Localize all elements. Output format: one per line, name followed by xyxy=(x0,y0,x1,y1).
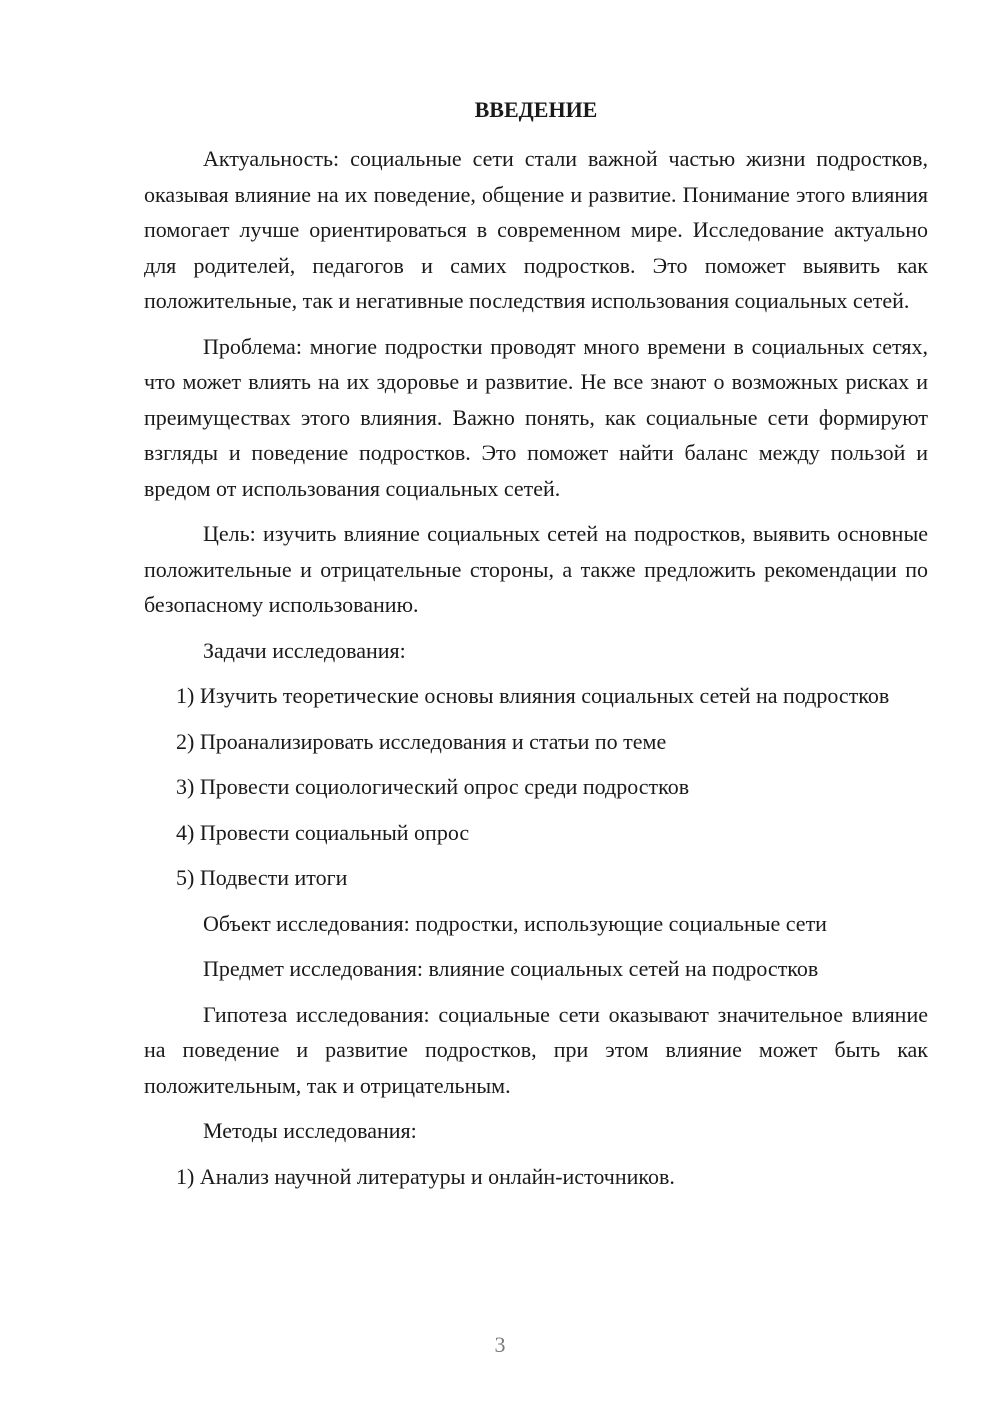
task-item-3: 3) Провести социологический опрос среди подростков xyxy=(176,774,690,799)
document-page xyxy=(144,92,928,1204)
task-item-1: 1) Изучить теоретические основы влияния социальных сетей на подростков xyxy=(176,683,890,708)
section-title: ВВЕДЕНИЕ xyxy=(474,97,598,122)
task-item-5: 5) Подвести итоги xyxy=(176,865,348,890)
paragraph-relevance: Актуальность: социальные сети стали важной частью жизни подростков, оказывая влияние на их поведение, общение и развитие. Понимание этого влияния помогает лучше ориентироваться в современном мире. Исследование актуально для родителей, педагогов и самих подростков. Это поможет выявить как положительные, так и негативные последствия использования социальных сетей. xyxy=(144,146,928,313)
method-item-1: 1) Анализ научной литературы и онлайн-источников. xyxy=(176,1163,675,1189)
paragraph-problem: Проблема: многие подростки проводят много времени в социальных сетях, что может влиять на их здоровье и развитие. Не все знают о возможных рисках и преимуществах этого влияния. Важно понять, как социальные сети формируют взгляды и поведение подростков. Это поможет найти баланс между пользой и вредом от использования социальных сетей. xyxy=(144,333,928,501)
paragraph-hypothesis: Гипотеза исследования: социальные сети оказывают значительное влияние на поведение и развитие подростков, при этом влияние может быть как положительным, так и отрицательным. xyxy=(144,1001,928,1098)
methods-heading: Методы исследования: xyxy=(203,1118,417,1143)
paragraph-goal: Цель: изучить влияние социальных сетей на подростков, выявить основные положительные и отрицательные стороны, а также предложить рекомендации по безопасному использованию. xyxy=(144,521,928,617)
task-item-4: 4) Провести социальный опрос xyxy=(176,819,470,845)
paragraph-object: Объект исследования: подростки, использующие социальные сети xyxy=(203,910,827,936)
page-number: 3 xyxy=(494,1332,506,1357)
paragraph-subject: Предмет исследования: влияние социальных сетей на подростков xyxy=(203,956,819,981)
tasks-heading: Задачи исследования: xyxy=(203,637,406,663)
task-item-2: 2) Проанализировать исследования и статьи по теме xyxy=(176,728,667,754)
